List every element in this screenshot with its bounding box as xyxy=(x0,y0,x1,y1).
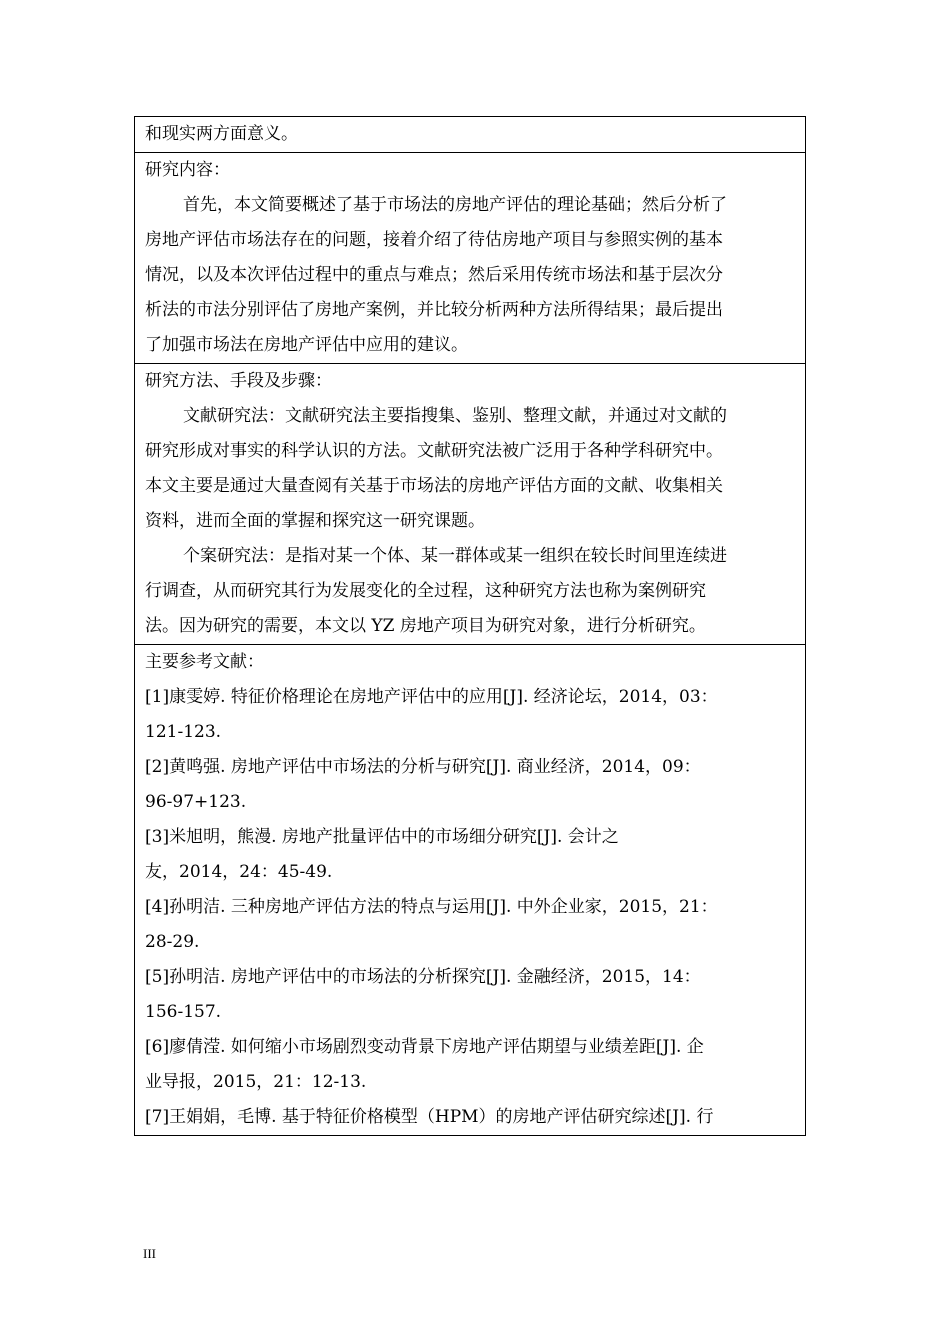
reference-line: 友，2014，24：45-49. xyxy=(145,862,333,882)
methods-line: 本文主要是通过大量查阅有关基于市场法的房地产评估方面的文献、收集相关 xyxy=(145,476,723,496)
methods-cell xyxy=(135,364,806,645)
methods-line: 法。因为研究的需要，本文以 YZ 房地产项目为研究对象，进行分析研究。 xyxy=(145,616,706,636)
content-cell xyxy=(135,153,806,364)
reference-line: 96-97+123. xyxy=(145,792,247,812)
reference-line: 156-157. xyxy=(145,1002,222,1022)
reference-line: 28-29. xyxy=(145,932,200,952)
content-heading: 研究内容： xyxy=(145,160,230,180)
content-line: 房地产评估市场法存在的问题，接着介绍了待估房地产项目与参照实例的基本 xyxy=(145,230,723,250)
methods-heading: 研究方法、手段及步骤： xyxy=(145,371,332,391)
page-number: III xyxy=(143,1246,156,1261)
content-line: 了加强市场法在房地产评估中应用的建议。 xyxy=(145,335,468,355)
methods-line: 研究形成对事实的科学认识的方法。文献研究法被广泛用于各种学科研究中。 xyxy=(145,441,723,461)
reference-line: 121-123. xyxy=(145,722,222,742)
methods-line: 资料，进而全面的掌握和探究这一研究课题。 xyxy=(145,511,485,531)
reference-line: [1]康雯婷. 特征价格理论在房地产评估中的应用[J]. 经济论坛，2014，03： xyxy=(145,687,718,707)
methods-line: 个案研究法：是指对某一个体、某一群体或某一组织在较长时间里连续进 xyxy=(183,546,727,566)
reference-line: [6]廖倩滢. 如何缩小市场剧烈变动背景下房地产评估期望与业绩差距[J]. 企 xyxy=(145,1037,704,1057)
content-line: 析法的市法分别评估了房地产案例，并比较分析两种方法所得结果；最后提出 xyxy=(145,300,723,320)
reference-line: 业导报，2015，21：12-13. xyxy=(145,1072,367,1092)
meaning-cell xyxy=(135,117,806,153)
references-row xyxy=(135,645,806,1136)
reference-line: [2]黄鸣强. 房地产评估中市场法的分析与研究[J]. 商业经济，2014，09： xyxy=(145,757,701,777)
reference-line: [5]孙明洁. 房地产评估中的市场法的分析探究[J]. 金融经济，2015，14： xyxy=(145,967,701,987)
methods-line: 行调查，从而研究其行为发展变化的全过程，这种研究方法也称为案例研究 xyxy=(145,581,706,601)
reference-line: [4]孙明洁. 三种房地产评估方法的特点与运用[J]. 中外企业家，2015，21： xyxy=(145,897,718,917)
meaning-line: 和现实两方面意义。 xyxy=(145,124,298,144)
references-heading: 主要参考文献： xyxy=(145,652,264,672)
reference-line: [7]王娟娟，毛博. 基于特征价格模型（HPM）的房地产评估研究综述[J]. 行 xyxy=(145,1107,714,1127)
references-cell xyxy=(135,645,806,1136)
methods-line: 文献研究法：文献研究法主要指搜集、鉴别、整理文献，并通过对文献的 xyxy=(183,406,727,426)
methods-row xyxy=(135,364,806,645)
content-line: 首先，本文简要概述了基于市场法的房地产评估的理论基础；然后分析了 xyxy=(183,195,727,215)
reference-line: [3]米旭明，熊漫. 房地产批量评估中的市场细分研究[J]. 会计之 xyxy=(145,827,619,847)
meaning-row xyxy=(135,117,806,153)
content-row xyxy=(135,153,806,364)
proposal-table xyxy=(134,116,806,1136)
content-line: 情况，以及本次评估过程中的重点与难点；然后采用传统市场法和基于层次分 xyxy=(145,265,723,285)
